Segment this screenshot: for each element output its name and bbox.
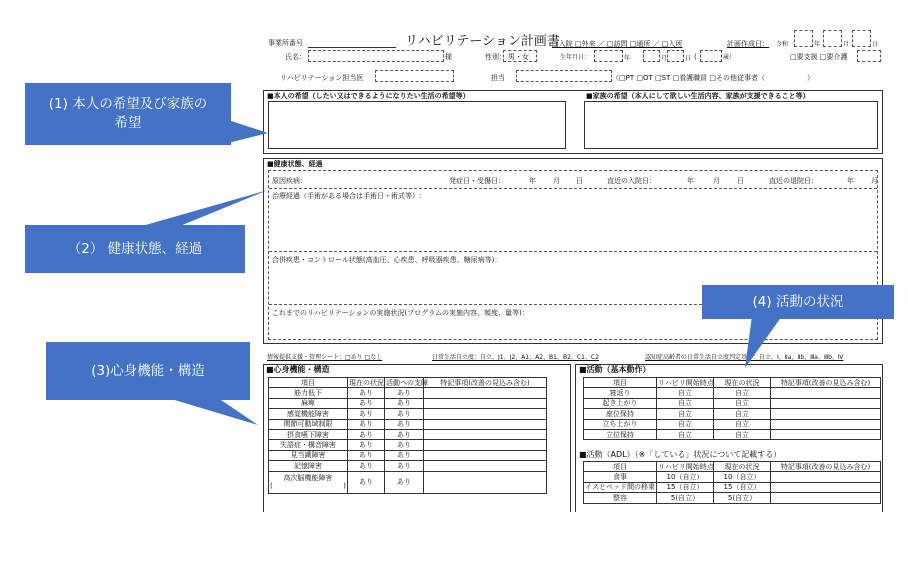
callout-2: （2） 健康状態、経過 xyxy=(25,225,245,273)
created-label: 計画作成日： xyxy=(727,40,769,48)
history-label: これまでのリハビリテーションの実施状況(プログラムの実施内容、頻度、量等)： xyxy=(272,309,529,317)
support-sheet: 情報提供支援・管理シート：□あり □なし xyxy=(267,354,383,361)
table-row: 寝返り 自立 自立 xyxy=(584,388,881,398)
callout-4: (4) 活動の状況 xyxy=(702,285,894,319)
form-title: リハビリテーション計画書 xyxy=(405,34,560,49)
table-row: 高次脳機能障害 ( ) あり あり xyxy=(269,471,547,493)
table-row: 見当識障害 あり あり xyxy=(269,450,547,460)
table-row: 食事 10（自立） 10（自立） xyxy=(584,472,881,482)
comorbid-label: 合併疾患・コントロール状態(高血圧、心疾患、呼吸器疾患、糖尿病等)： xyxy=(272,256,502,264)
table-row: 失語症・構音障害 あり あり xyxy=(269,440,547,450)
table-row: 整容 5(自立） 5(自立） xyxy=(584,493,881,503)
course-label: 治療経過（手術がある場合は手術日・術式等）: xyxy=(272,192,422,200)
admit-month: 月 xyxy=(713,177,720,185)
birth-label: 生年月日： xyxy=(560,54,591,61)
table-row: 立ち上がり 自立 自立 xyxy=(584,419,881,429)
health-title: ■健康状態、経過 xyxy=(267,160,323,168)
era-label: 令和 xyxy=(776,41,789,48)
independence-scale: 日常生活自立度：自立、J1、J2、A1、A2、B1、B2、C1、C2 xyxy=(432,354,599,361)
office-no-label: 事業所番号 xyxy=(268,39,303,47)
callout-3-tail xyxy=(168,398,258,425)
table-row: 起き上がり 自立 自立 xyxy=(584,398,881,408)
col-current: 現在の状況 xyxy=(714,378,771,388)
activity-adl-title: ■活動（ADL）（※「している」状況について記載する） xyxy=(579,450,782,459)
person-wish-label: ■本人の希望（したい又はできるようになりたい生活の希望等） xyxy=(267,92,470,100)
table-row: 筋力低下 あり あり xyxy=(269,388,547,398)
age-open: ( xyxy=(694,53,697,61)
callout-1: (1) 本人の希望及び家族の希望 xyxy=(25,83,231,145)
table-row: 感覚機能障害 あり あり xyxy=(269,409,547,419)
higher-brain-label: 高次脳機能障害 xyxy=(283,474,333,483)
onset-year: 年 xyxy=(529,177,536,185)
col-current: 現在の状況 xyxy=(714,462,771,472)
day-unit: 日 xyxy=(872,41,879,48)
sex-label: 性別： xyxy=(485,53,506,61)
staff-roles: （□PT □OT □ST □看護職員 □その他従事者（ ） xyxy=(612,74,814,82)
col-start: リハビリ開始時点 xyxy=(658,462,714,471)
family-wish-label: ■家族の希望（本人にして欲しい生活内容、家族が支援できること等） xyxy=(586,92,810,100)
onset-label: 発症日・受傷日： xyxy=(449,177,505,185)
staff-label: 担当 xyxy=(491,74,505,82)
service-types: □入院 □外来 ／ □訪問 □通所 ／ □入所 xyxy=(552,40,683,48)
care-support: □要支援 □要介護 xyxy=(790,53,848,61)
month-unit: 月 xyxy=(843,41,850,48)
callout-3: (3)心身機能・構造 xyxy=(46,342,250,400)
dementia-scale: 認知症高齢者の日常生活自立度判定基準：自立、Ⅰ、Ⅱa、Ⅱb、Ⅲa、Ⅲb、Ⅳ xyxy=(645,354,844,361)
table-row: 関節可動域制限 あり あり xyxy=(269,419,547,429)
age-unit: 歳） xyxy=(723,54,736,61)
birth-year-unit: 年 xyxy=(624,55,631,62)
callout-1-tail xyxy=(228,120,268,143)
doctor-label: リハビリテーション担当医 xyxy=(280,74,364,82)
table-row: イスとベッド間の移乗 15（自立） 15（自立） xyxy=(584,482,881,492)
col-current: 現在の状況 xyxy=(349,378,384,387)
mind-body-title: ■心身機能・構造 xyxy=(266,365,330,374)
admit-year: 年 xyxy=(687,177,694,185)
col-start: リハビリ開始時点 xyxy=(658,378,714,387)
birth-day-unit: 日 xyxy=(685,55,692,62)
activity-basic-title: ■活動（基本動作） xyxy=(579,365,651,374)
disease-label: 原因疾病： xyxy=(272,177,307,185)
discharge-year: 年 xyxy=(847,177,854,185)
onset-day: 日 xyxy=(576,177,583,185)
table-row: 記憶障害 あり あり xyxy=(269,461,547,471)
name-label: 氏名： xyxy=(285,53,306,61)
col-notes: 特記事項(改善の見込み含む) xyxy=(771,378,881,388)
table-row: 麻痺 あり あり xyxy=(269,398,547,408)
admit-label: 直近の入院日： xyxy=(607,177,656,185)
callout-4-tail xyxy=(745,316,782,368)
col-notes: 特記事項(改善の見込み含む) xyxy=(771,462,881,472)
col-item: 項目 xyxy=(584,378,657,388)
discharge-label: 直近の退院日： xyxy=(769,177,818,185)
col-notes: 特記事項(改善の見込み含む) xyxy=(424,378,547,388)
col-impact: 活動への支障 xyxy=(386,378,428,387)
year-unit: 年 xyxy=(814,41,821,48)
table-row: 立位保持 自立 自立 xyxy=(584,429,881,439)
paren-close: ) xyxy=(343,482,346,491)
callout-2-tail xyxy=(135,190,268,228)
sex-value: 男・女 xyxy=(508,53,529,61)
admit-day: 日 xyxy=(737,177,744,185)
table-row: 摂食嚥下障害 あり あり xyxy=(269,429,547,439)
col-item: 項目 xyxy=(584,462,657,472)
discharge-month: 月 xyxy=(871,177,878,185)
birth-month-unit: 月 xyxy=(661,55,668,62)
paren-open: ( xyxy=(270,482,273,491)
honorific: 様 xyxy=(445,53,452,61)
table-row: 座位保持 自立 自立 xyxy=(584,409,881,419)
onset-month: 月 xyxy=(553,177,560,185)
col-item: 項目 xyxy=(269,378,348,388)
